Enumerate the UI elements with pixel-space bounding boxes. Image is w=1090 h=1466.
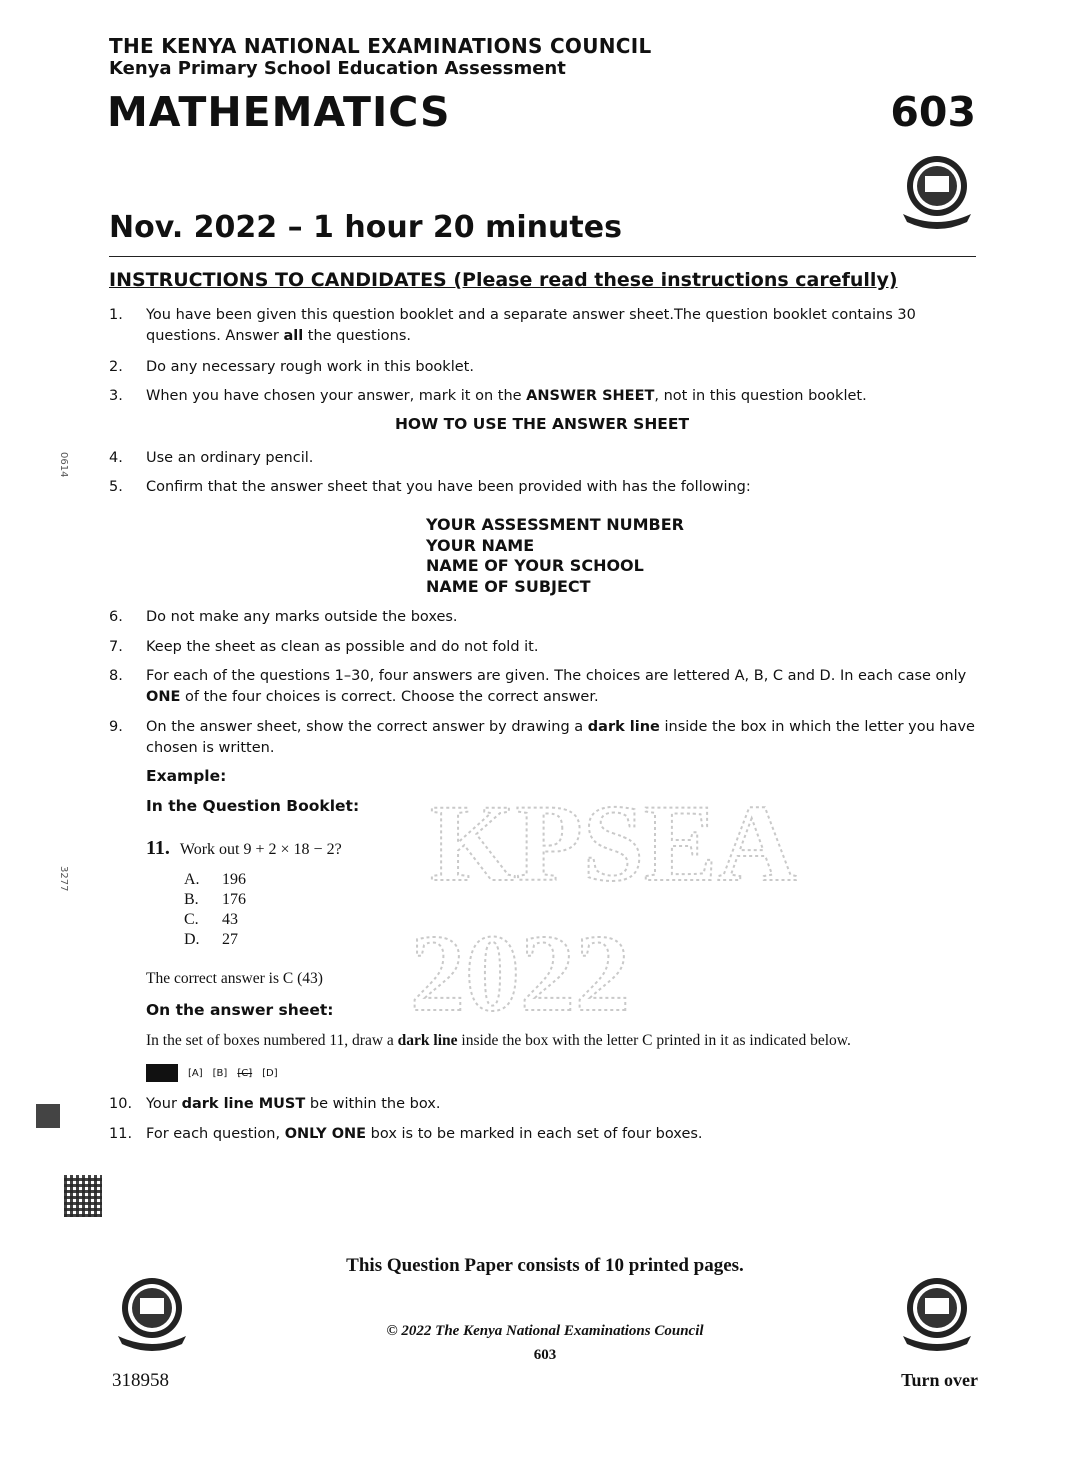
item-number: 7.	[109, 639, 123, 655]
option-letter: A.	[184, 871, 200, 888]
item-emphasis: all	[283, 328, 304, 344]
item-number: 2.	[109, 359, 123, 375]
copyright-notice: © 2022 The Kenya National Examinations Council	[386, 1323, 704, 1339]
exam-date-duration: Nov. 2022 – 1 hour 20 minutes	[109, 210, 622, 245]
instruction-item-8	[109, 666, 979, 708]
registration-mark-icon	[36, 1104, 60, 1128]
item-text: inside the box in which the letter you have chosen is written.	[146, 719, 975, 756]
paper-code: 603	[890, 88, 976, 136]
item-text: , not in this question booklet.	[654, 388, 867, 404]
instruction-item-1	[109, 305, 979, 347]
box-b: [B]	[212, 1067, 228, 1079]
item-text: Do any necessary rough work in this booklet.	[146, 359, 474, 375]
field-assessment-number: YOUR ASSESSMENT NUMBER	[426, 515, 684, 534]
answer-sheet-fields	[426, 515, 684, 597]
option-letter: C.	[184, 911, 199, 928]
instruction-item-3	[109, 386, 979, 407]
option-d	[184, 931, 238, 949]
item-number: 11.	[109, 1126, 133, 1142]
item-text: Use an ordinary pencil.	[146, 450, 314, 466]
box-c-marked: [C]	[237, 1067, 253, 1079]
item-text: box is to be marked in each set of four boxes.	[366, 1126, 703, 1142]
marking-instruction	[146, 1032, 851, 1050]
instruction-text: inside the box with the letter C printed in it as indicated below.	[457, 1032, 851, 1049]
footer-paper-code: 603	[533, 1347, 557, 1363]
box-d: [D]	[262, 1067, 278, 1079]
item-text: Keep the sheet as clean as possible and do not fold it.	[146, 639, 539, 655]
instruction-item-10	[109, 1094, 979, 1115]
knec-crest-icon	[112, 1272, 192, 1352]
item-emphasis: ONE	[146, 689, 181, 705]
instruction-item-11	[109, 1124, 979, 1145]
item-number: 3.	[109, 388, 123, 404]
question-number-box	[146, 1064, 178, 1082]
council-name: THE KENYA NATIONAL EXAMINATIONS COUNCIL	[109, 34, 652, 58]
item-emphasis: dark line MUST	[181, 1096, 306, 1112]
box-a: [A]	[188, 1067, 203, 1079]
instruction-item-5	[109, 477, 979, 498]
example-question	[146, 837, 342, 860]
item-text: When you have chosen your answer, mark it on the	[146, 388, 527, 404]
option-value: 196	[222, 871, 246, 888]
kpsea-stamp-watermark	[370, 760, 797, 1040]
item-text: On the answer sheet, show the correct answer by drawing a	[146, 719, 588, 735]
option-value: 27	[222, 931, 238, 948]
page-count-note: This Question Paper consists of 10 printed pages.	[346, 1255, 744, 1276]
item-number: 4.	[109, 450, 123, 466]
item-number: 5.	[109, 479, 123, 495]
answer-sheet-heading: HOW TO USE THE ANSWER SHEET	[394, 415, 690, 433]
option-letter: B.	[184, 891, 199, 908]
instruction-item-2	[109, 357, 979, 378]
item-text: of the four choices is correct. Choose the correct answer.	[180, 689, 599, 705]
item-text: For each question,	[146, 1126, 285, 1142]
instruction-text: In the set of boxes numbered 11, draw a	[146, 1032, 398, 1049]
option-value: 176	[222, 891, 246, 908]
instruction-emphasis: dark line	[397, 1032, 458, 1049]
assessment-name: Kenya Primary School Education Assessment	[109, 58, 566, 79]
instructions-heading: INSTRUCTIONS TO CANDIDATES (Please read these instructions carefully)	[109, 269, 898, 291]
item-emphasis: ANSWER SHEET	[526, 388, 655, 404]
subject-title: MATHEMATICS	[107, 88, 451, 136]
item-emphasis: ONLY ONE	[284, 1126, 367, 1142]
booklet-label: In the Question Booklet:	[146, 797, 360, 815]
option-value: 43	[222, 911, 238, 928]
item-number: 8.	[109, 668, 123, 684]
serial-number: 318958	[112, 1370, 169, 1391]
question-text: Work out 9 + 2 × 18 − 2?	[179, 841, 342, 858]
option-b	[184, 891, 246, 909]
item-text: be within the box.	[305, 1096, 441, 1112]
item-emphasis: dark line	[587, 719, 660, 735]
example-label: Example:	[146, 767, 227, 785]
item-number: 10.	[109, 1096, 133, 1112]
item-text: You have been given this question booklet and a separate answer sheet.The question booklet contains 30 questions. Answer	[146, 307, 916, 344]
field-subject: NAME OF SUBJECT	[426, 576, 591, 596]
qr-code-icon	[64, 1175, 102, 1217]
option-a	[184, 871, 246, 889]
question-number: 11.	[146, 837, 170, 859]
option-letter: D.	[184, 931, 200, 948]
instruction-item-9	[109, 717, 979, 759]
header-divider	[109, 256, 976, 257]
knec-crest-icon	[897, 150, 977, 230]
answer-sheet-label: On the answer sheet:	[146, 1001, 334, 1019]
margin-mark: 0614	[58, 452, 69, 478]
item-text: the questions.	[303, 328, 411, 344]
field-name: YOUR NAME	[426, 535, 535, 555]
margin-mark: 3277	[58, 866, 69, 892]
correct-answer-note: The correct answer is C (43)	[146, 970, 323, 987]
instruction-item-6	[109, 607, 979, 628]
item-text: Confirm that the answer sheet that you have been provided with has the following:	[146, 479, 751, 495]
item-number: 6.	[109, 609, 123, 625]
stamp-text-kpsea: KPSEA	[430, 782, 797, 904]
knec-crest-icon	[897, 1272, 977, 1352]
instruction-item-4	[109, 448, 979, 469]
item-text: For each of the questions 1–30, four answers are given. The choices are lettered A, B, C and D. In each case only	[146, 668, 967, 684]
item-number: 1.	[109, 307, 123, 323]
instruction-item-7	[109, 637, 979, 658]
turn-over-note: Turn over	[901, 1370, 978, 1390]
answer-boxes-example	[146, 1063, 278, 1083]
option-c	[184, 911, 238, 929]
stamp-text-year: 2022	[410, 912, 630, 1034]
field-school: NAME OF YOUR SCHOOL	[426, 556, 644, 575]
item-text: Your	[146, 1096, 182, 1112]
item-number: 9.	[109, 719, 123, 735]
item-text: Do not make any marks outside the boxes.	[146, 609, 458, 625]
